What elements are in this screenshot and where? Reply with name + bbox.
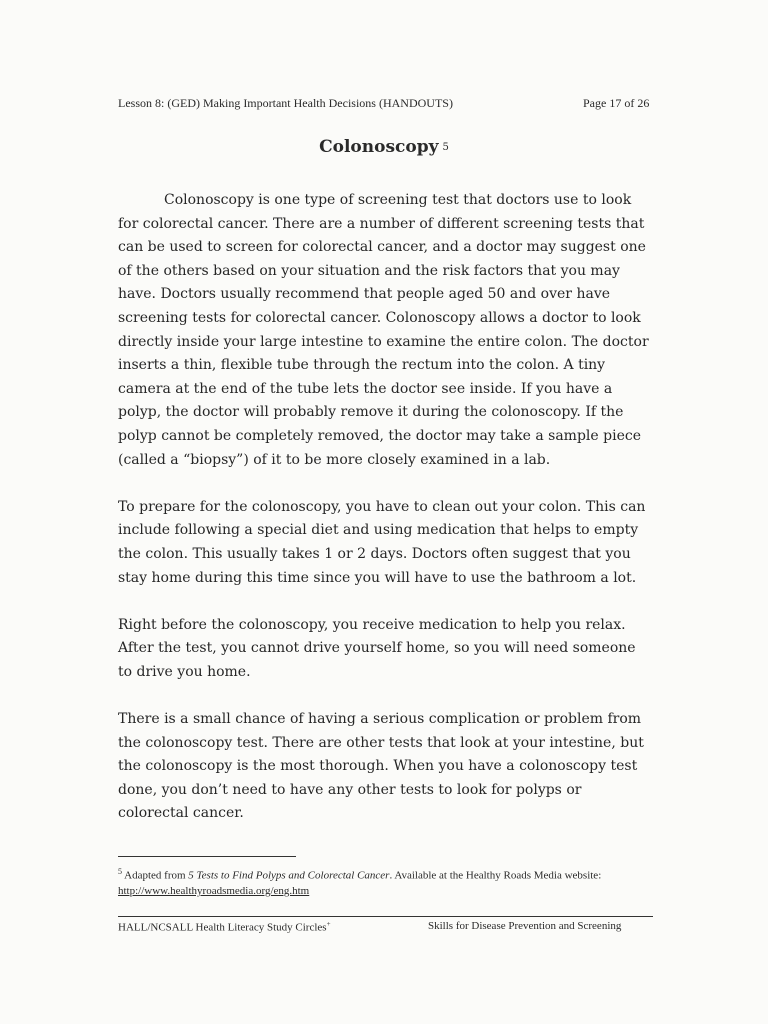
- body-text: [118, 189, 654, 850]
- paragraph-3: Right before the colonoscopy, you receive medication to help you relax. After the test, you cannot drive yourself home, so you will need someone to drive you home.: [118, 616, 636, 680]
- footnote-marker: 5: [118, 867, 122, 876]
- footer-right: Skills for Disease Prevention and Screening: [428, 920, 622, 932]
- paragraph-2: To prepare for the colonoscopy, you have to clean out your colon. This can include following a special diet and using medication that helps to empty the colon. This usually takes 1 or 2 days. Doctors often suggest that you stay home during this time since you will have to use the bathroom a lot.: [118, 498, 646, 586]
- footnote-suffix: . Available at the Healthy Roads Media website:: [389, 869, 602, 882]
- title-footnote-marker: 5: [442, 142, 449, 153]
- paragraph-4: There is a small chance of having a serious complication or problem from the colonoscopy test. There are other tests that look at your intestine, but the colonoscopy is the most thorough. When you have a colonoscopy test done, you don’t need to have any other tests to look for polyps or colorectal cancer.: [118, 711, 644, 822]
- footer-divider: [118, 916, 653, 917]
- header-lesson-title: Lesson 8: (GED) Making Important Health Decisions (HANDOUTS): [118, 96, 453, 110]
- paragraph-1: Colonoscopy is one type of screening test that doctors use to look for colorectal cancer. There are a number of different screening tests that can be used to screen for colorectal cancer, and a doctor may suggest one of the others based on your situation and the risk factors that you may have. Doctors usually recommend that people aged 50 and over have screening tests for colorectal cancer. Colonoscopy allows a doctor to look directly inside your large intestine to examine the entire colon. The doctor inserts a thin, flexible tube through the rectum into the colon. A tiny camera at the end of the tube lets the doctor see inside. If you have a polyp, the doctor will probably remove it during the colonoscopy. If the polyp cannot be completely removed, the doctor may take a sample piece (called a “biopsy”) of it to be more closely examined in a lab.: [118, 192, 649, 468]
- page-title-text: Colonoscopy: [319, 137, 439, 157]
- page-title: [0, 137, 768, 157]
- header-page-number: Page 17 of 26: [583, 96, 650, 110]
- footnote-link[interactable]: http://www.healthyroadsmedia.org/eng.htm: [118, 884, 310, 897]
- footer-left: [118, 920, 331, 934]
- footer-organization: HALL/NCSALL Health Literacy Study Circles: [118, 921, 327, 934]
- footer-mark: +: [326, 920, 331, 928]
- footnote-prefix: Adapted from: [122, 869, 189, 882]
- footnote: [118, 864, 658, 899]
- footnote-source-title: 5 Tests to Find Polyps and Colorectal Cancer: [188, 869, 390, 882]
- footnote-divider: [118, 856, 296, 857]
